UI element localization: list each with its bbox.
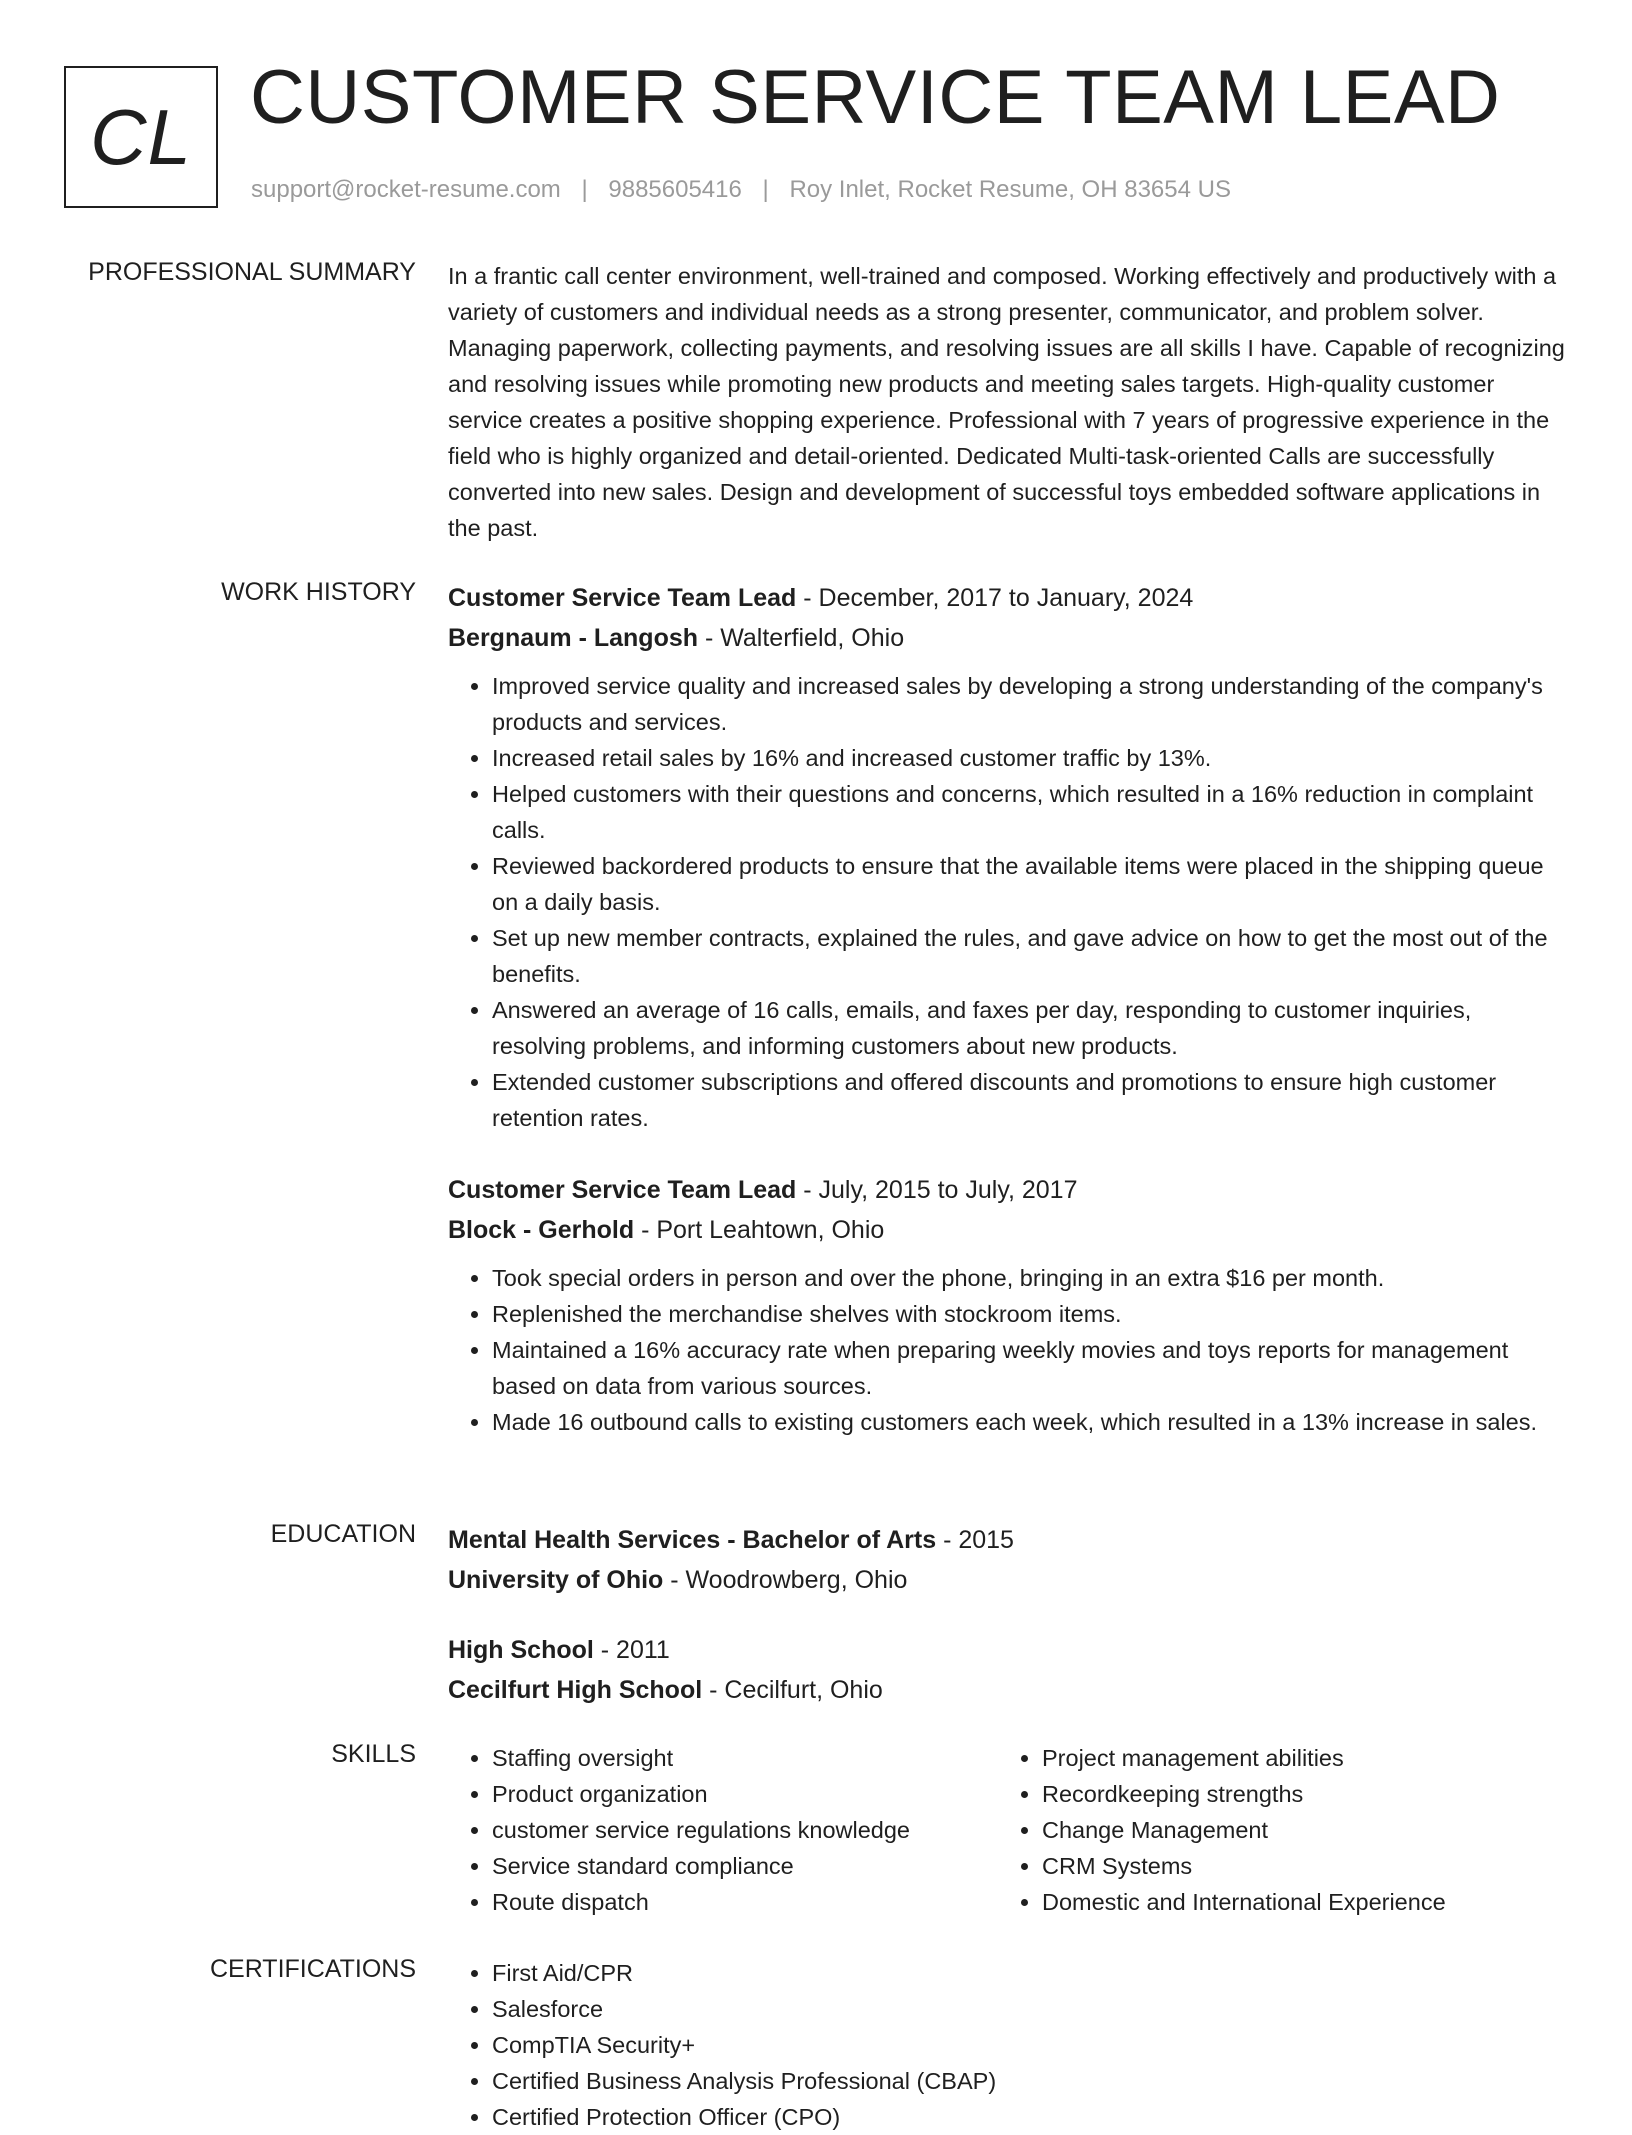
section-label-skills: SKILLS xyxy=(331,1740,416,1768)
certification-item: • Certified Business Analysis Professional (CBAP) xyxy=(492,2063,1568,2099)
skill-item: • customer service regulations knowledge xyxy=(492,1812,998,1848)
work-history-body xyxy=(448,578,1568,1440)
job-title: Customer Service Team Lead xyxy=(448,1176,797,1204)
job-title-line xyxy=(448,1170,1568,1210)
certifications-body xyxy=(448,1955,1568,2135)
job-dates: - July, 2015 to July, 2017 xyxy=(796,1176,1078,1204)
education-year: - 2011 xyxy=(593,1636,670,1664)
job-location: - Walterfield, Ohio xyxy=(698,624,905,652)
job-bullet: • Answered an average of 16 calls, emails, and faxes per day, responding to customer inquiries, resolving problems, and informing customers about new products. xyxy=(492,992,1568,1064)
job-bullet: • Extended customer subscriptions and offered discounts and promotions to ensure high customer retention rates. xyxy=(492,1064,1568,1136)
skill-item: • Product organization xyxy=(492,1776,998,1812)
job-title-line xyxy=(448,578,1568,618)
education-school-line xyxy=(448,1670,1568,1710)
contact-separator: | xyxy=(581,176,588,203)
contact-email: support@rocket-resume.com xyxy=(251,176,561,203)
education-school: Cecilfurt High School xyxy=(448,1676,703,1704)
section-label-work-history: WORK HISTORY xyxy=(221,578,416,606)
education-location: - Woodrowberg, Ohio xyxy=(663,1566,908,1594)
job-company: Bergnaum - Langosh xyxy=(448,624,699,652)
job-bullet: • Increased retail sales by 16% and increased customer traffic by 13%. xyxy=(492,740,1568,776)
certification-item: • Certified Protection Officer (CPO) xyxy=(492,2099,1568,2135)
certification-item: • First Aid/CPR xyxy=(492,1955,1568,1991)
skill-item: • Service standard compliance xyxy=(492,1848,998,1884)
section-label-summary: PROFESSIONAL SUMMARY xyxy=(88,258,416,286)
skills-list-left xyxy=(448,1740,998,1920)
job-company-line xyxy=(448,618,1568,658)
job-bullet: • Took special orders in person and over the phone, bringing in an extra $16 per month. xyxy=(492,1260,1568,1296)
education-degree-line xyxy=(448,1520,1568,1560)
education-degree-line xyxy=(448,1630,1568,1670)
education-school-line xyxy=(448,1560,1568,1600)
education-degree: Mental Health Services - Bachelor of Arts xyxy=(448,1526,937,1554)
skill-item: • Change Management xyxy=(1042,1812,1446,1848)
certification-item: • Salesforce xyxy=(492,1991,1568,2027)
certification-item: • CompTIA Security+ xyxy=(492,2027,1568,2063)
education-entry xyxy=(448,1520,1568,1600)
skills-list-right xyxy=(998,1740,1446,1920)
job-bullet: • Made 16 outbound calls to existing customers each week, which resulted in a 13% increase in sales. xyxy=(492,1404,1568,1440)
skills-columns xyxy=(448,1740,1568,1920)
job-bullet: • Improved service quality and increased sales by developing a strong understanding of the company's products and services. xyxy=(492,668,1568,740)
job-bullet: • Maintained a 16% accuracy rate when preparing weekly movies and toys reports for management based on data from various sources. xyxy=(492,1332,1568,1404)
job-bullet: • Helped customers with their questions and concerns, which resulted in a 16% reduction in complaint calls. xyxy=(492,776,1568,848)
job-bullet: • Set up new member contracts, explained the rules, and gave advice on how to get the most out of the benefits. xyxy=(492,920,1568,992)
skill-item: • Staffing oversight xyxy=(492,1740,998,1776)
initials-monogram: CL xyxy=(64,66,218,208)
job-dates: - December, 2017 to January, 2024 xyxy=(796,584,1194,612)
summary-body xyxy=(448,258,1568,546)
job-company-line xyxy=(448,1210,1568,1250)
education-year: - 2015 xyxy=(936,1526,1014,1554)
education-degree: High School xyxy=(448,1636,594,1664)
skill-item: • Domestic and International Experience xyxy=(1042,1884,1446,1920)
job-location: - Port Leahtown, Ohio xyxy=(634,1216,885,1244)
section-label-education: EDUCATION xyxy=(270,1520,416,1548)
skill-item: • Route dispatch xyxy=(492,1884,998,1920)
education-body xyxy=(448,1520,1568,1710)
job-bullet: • Replenished the merchandise shelves with stockroom items. xyxy=(492,1296,1568,1332)
job-bullets xyxy=(448,1260,1568,1440)
education-entry xyxy=(448,1630,1568,1710)
job-entry xyxy=(448,1170,1568,1440)
job-title: Customer Service Team Lead xyxy=(448,584,797,612)
job-entry xyxy=(448,578,1568,1136)
education-location: - Cecilfurt, Ohio xyxy=(702,1676,883,1704)
skill-item: • Recordkeeping strengths xyxy=(1042,1776,1446,1812)
job-bullet: • Reviewed backordered products to ensure that the available items were placed in the shipping queue on a daily basis. xyxy=(492,848,1568,920)
section-label-certifications: CERTIFICATIONS xyxy=(209,1955,416,1983)
job-company: Block - Gerhold xyxy=(448,1216,635,1244)
contact-separator: | xyxy=(762,176,769,203)
contact-address: Roy Inlet, Rocket Resume, OH 83654 US xyxy=(789,176,1231,203)
resume-title: CUSTOMER SERVICE TEAM LEAD xyxy=(250,55,1501,140)
contact-phone: 9885605416 xyxy=(608,176,742,203)
contact-line xyxy=(251,176,1231,204)
education-school: University of Ohio xyxy=(448,1566,664,1594)
skill-item: • Project management abilities xyxy=(1042,1740,1446,1776)
skills-body xyxy=(448,1740,1568,1920)
resume-header xyxy=(0,0,1632,230)
summary-text: In a frantic call center environment, well-trained and composed. Working effectively and productively with a variety of customers and individual needs as a strong presenter, communicator, and problem solver. Managing paperwork, collecting payments, and resolving issues are all skills I have. Capable of recognizing and resolving issues while promoting new products and meeting sales targets. High-quality customer service creates a positive shopping experience. Professional with 7 years of progressive experience in the field who is highly organized and detail-oriented. Dedicated Multi-task-oriented Calls are successfully converted into new sales. Design and development of successful toys embedded software applications in the past. xyxy=(448,263,1565,541)
skill-item: • CRM Systems xyxy=(1042,1848,1446,1884)
job-bullets xyxy=(448,668,1568,1136)
certifications-list xyxy=(448,1955,1568,2135)
